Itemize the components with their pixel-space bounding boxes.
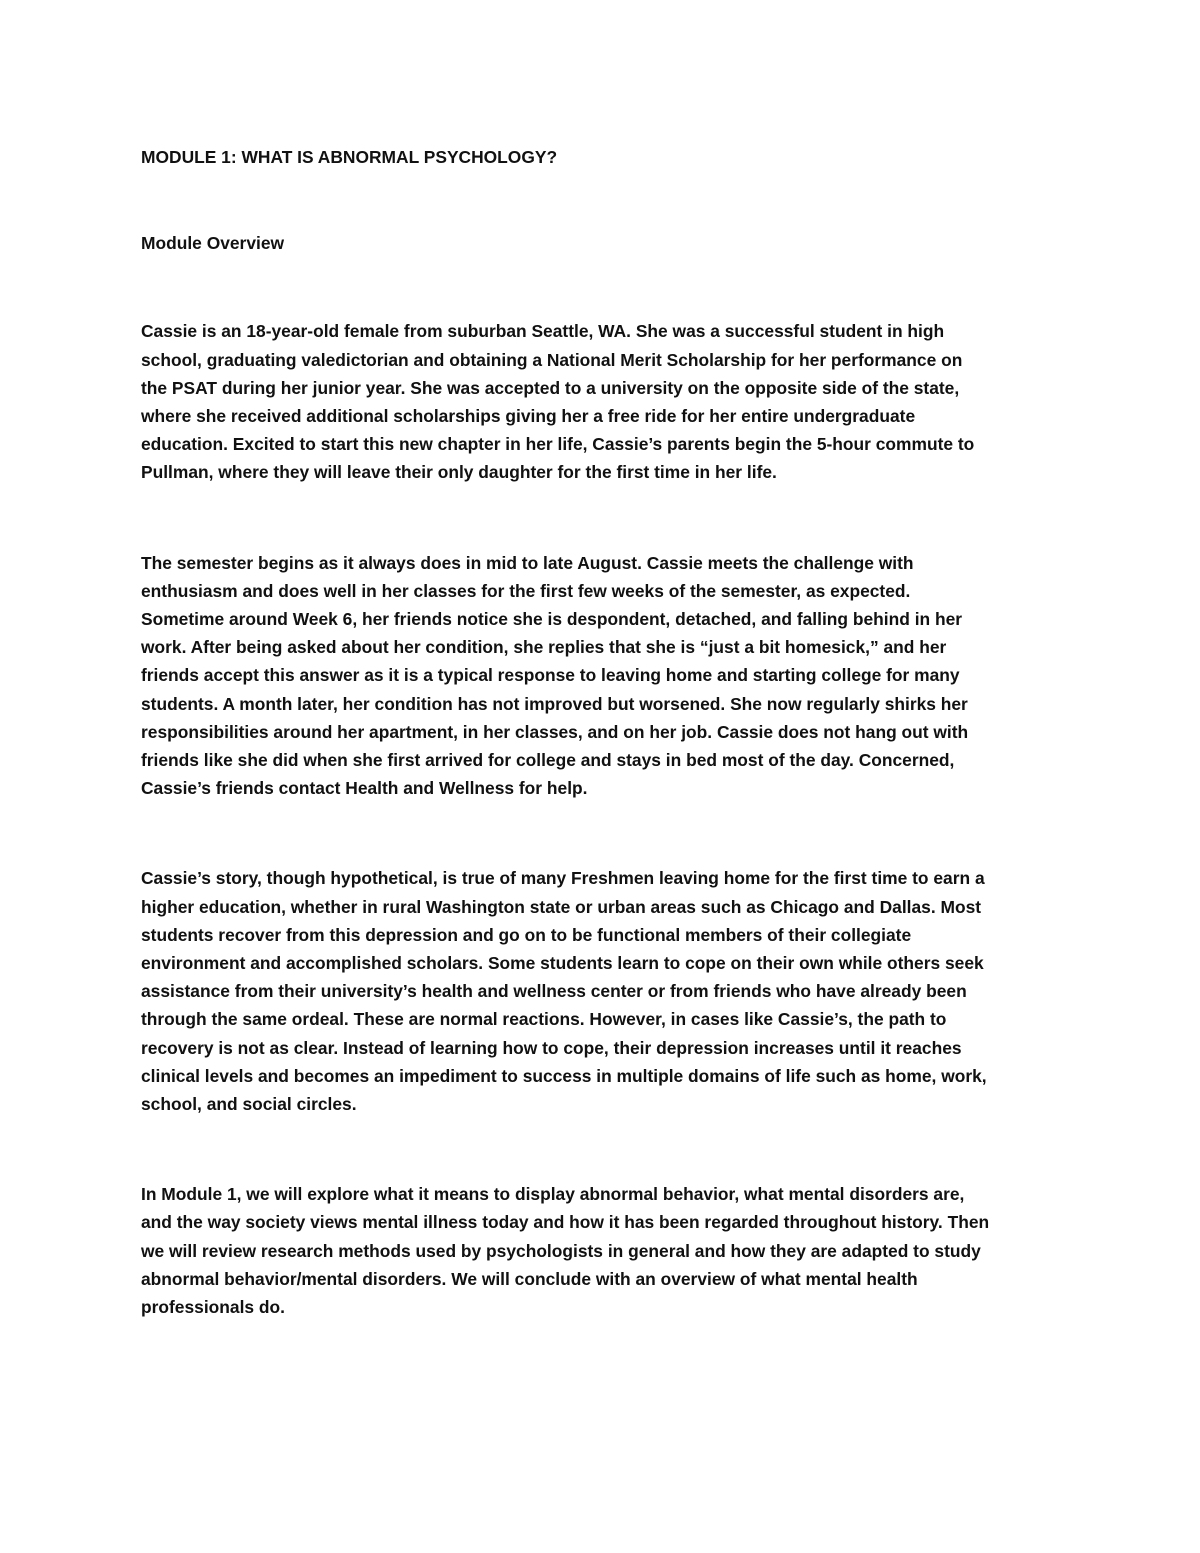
paragraph-line: Cassie is an 18-year-old female from suburban Seattle, WA. She was a successful student in high: [141, 321, 945, 342]
paragraph-semester: [141, 549, 1066, 803]
paragraph-line: students. A month later, her condition has not improved but worsened. She now regularly shirks her: [141, 693, 968, 714]
section-heading: Module Overview: [141, 233, 285, 254]
paragraph-line: Pullman, where they will leave their only daughter for the first time in her life.: [141, 462, 777, 483]
paragraph-line: assistance from their university’s health and wellness center or from friends who have already been: [141, 981, 967, 1002]
paragraph-line: school, graduating valedictorian and obtaining a National Merit Scholarship for her performance on: [141, 349, 963, 370]
paragraph-line: the PSAT during her junior year. She was accepted to a university on the opposite side of the state,: [141, 377, 960, 398]
paragraph-line: education. Excited to start this new chapter in her life, Cassie’s parents begin the 5-hour commute to: [141, 434, 975, 455]
paragraph-line: enthusiasm and does well in her classes for the first few weeks of the semester, as expected.: [141, 580, 911, 601]
paragraph-line: school, and social circles.: [141, 1094, 357, 1115]
paragraph-line: higher education, whether in rural Washington state or urban areas such as Chicago and Dallas. Most: [141, 896, 982, 917]
paragraph-module-plan: [141, 1180, 1066, 1321]
paragraph-line: we will review research methods used by psychologists in general and how they are adapted to study: [141, 1240, 981, 1261]
paragraph-line: environment and accomplished scholars. Some students learn to cope on their own while others seek: [141, 953, 984, 974]
paragraph-story: [141, 864, 1066, 1118]
paragraph-line: professionals do.: [141, 1297, 285, 1318]
paragraph-line: clinical levels and becomes an impediment to success in multiple domains of life such as home, work,: [141, 1065, 987, 1086]
paragraph-line: In Module 1, we will explore what it means to display abnormal behavior, what mental disorders are,: [141, 1184, 965, 1205]
paragraph-line: friends accept this answer as it is a typical response to leaving home and starting college for many: [141, 665, 960, 686]
paragraph-line: Sometime around Week 6, her friends notice she is despondent, detached, and falling behind in her: [141, 609, 963, 630]
paragraph-line: students recover from this depression and go on to be functional members of their collegiate: [141, 924, 912, 945]
paragraph-line: Cassie’s story, though hypothetical, is true of many Freshmen leaving home for the first time to earn a: [141, 868, 985, 889]
paragraph-line: The semester begins as it always does in mid to late August. Cassie meets the challenge with: [141, 552, 914, 573]
paragraph-line: friends like she did when she first arrived for college and stays in bed most of the day. Concerned,: [141, 750, 955, 771]
module-title: MODULE 1: WHAT IS ABNORMAL PSYCHOLOGY?: [141, 147, 558, 167]
paragraph-line: through the same ordeal. These are normal reactions. However, in cases like Cassie’s, the path to: [141, 1009, 947, 1030]
paragraph-line: and the way society views mental illness today and how it has been regarded throughout history. Then: [141, 1212, 990, 1233]
document-content: [141, 143, 1066, 1321]
paragraph-line: abnormal behavior/mental disorders. We will conclude with an overview of what mental health: [141, 1268, 918, 1289]
paragraph-line: where she received additional scholarships giving her a free ride for her entire undergraduate: [141, 406, 916, 427]
paragraph-line: recovery is not as clear. Instead of learning how to cope, their depression increases until it reaches: [141, 1037, 962, 1058]
paragraph-intro: [141, 317, 1066, 486]
paragraph-line: Cassie’s friends contact Health and Wellness for help.: [141, 778, 588, 799]
paragraph-line: work. After being asked about her condition, she replies that she is “just a bit homesick,” and her: [141, 637, 947, 658]
paragraph-line: responsibilities around her apartment, in her classes, and on her job. Cassie does not hang out with: [141, 721, 969, 742]
